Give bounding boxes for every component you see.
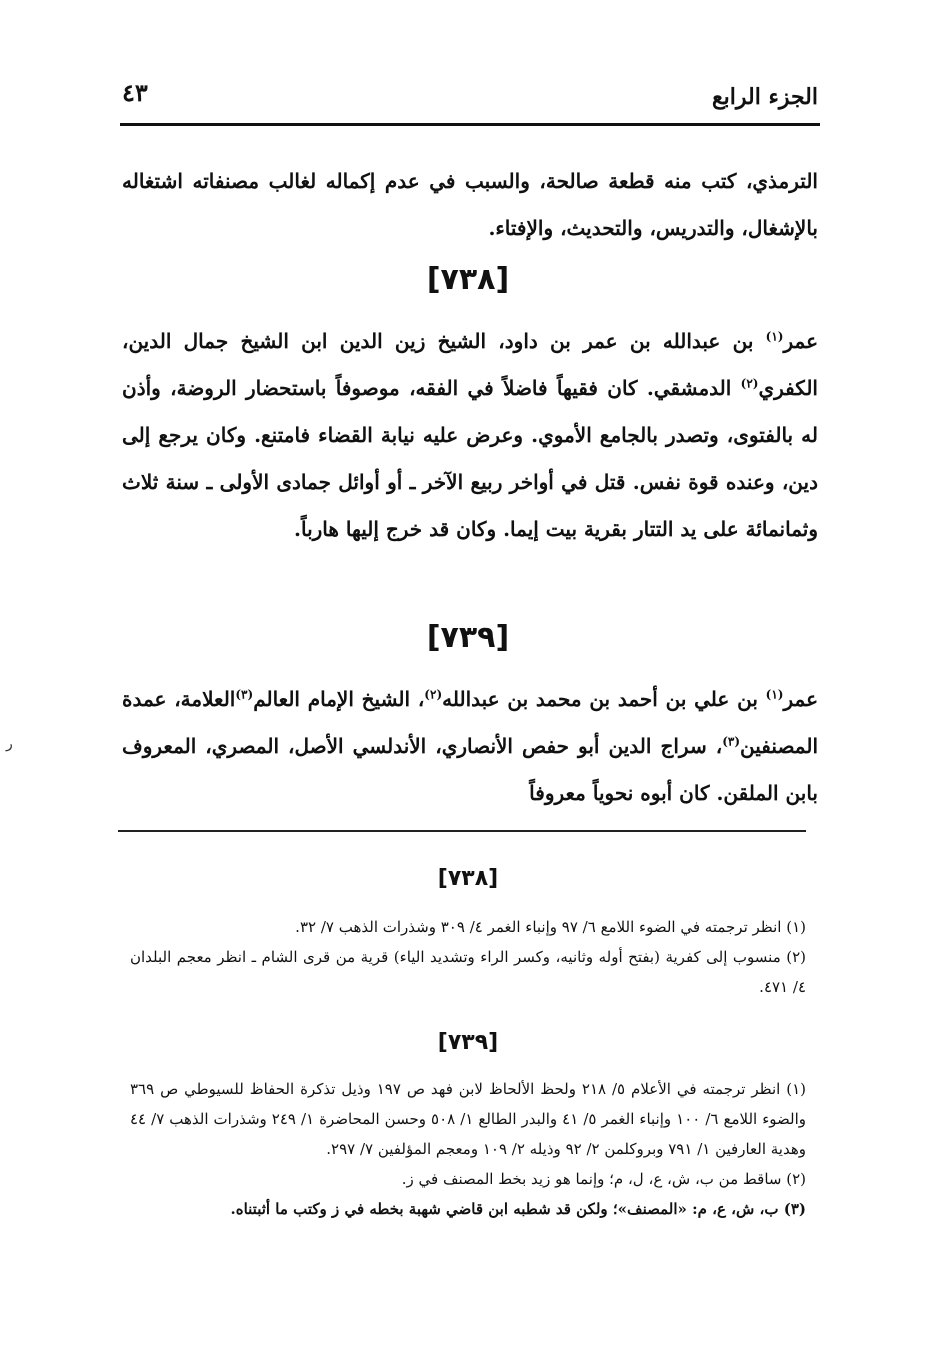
footnote-separator bbox=[118, 830, 806, 832]
footnote-ref-2: (٢) bbox=[740, 376, 759, 391]
entry-738-text-1: عمر bbox=[783, 329, 819, 353]
footnote-ref-1: (١) bbox=[765, 329, 784, 344]
entry-739-text-1: عمر bbox=[783, 687, 819, 711]
footnotes-738 bbox=[130, 912, 806, 1002]
footnote-ref-3: (٣) bbox=[235, 687, 254, 702]
footnote-item: (١) انظر ترجمته في الأعلام ٥/ ٢١٨ ولحظ الألحاظ لابن فهد ص ١٩٧ وذيل تذكرة الحفاظ للسيوطي ص ٣٦٩ والضوء اللامع ٦/ ١٠٠ وإنباء الغمر ٥/ ٤١ والبدر الطالع ١/ ٥٠٨ وحسن المحاضرة ١/ ٢٤٩ وشذرات الذهب ٧/ ٤٤ وهدية العارفين ١/ ٧٩١ وبروكلمن ٢/ ٩٢ وذيله ٢/ ١٠٩ ومعجم المؤلفين ٧/ ٢٩٧. bbox=[130, 1080, 806, 1158]
entry-739-text-5: ، سراج الدين أبو حفص الأنصاري، الأندلسي الأصل، المصري، المعروف بابن الملقن. كان أبوه نحوياً معروفاً bbox=[122, 734, 818, 805]
header-rule bbox=[120, 123, 820, 126]
entry-738-paragraph bbox=[122, 318, 818, 553]
entry-739-text-2: بن علي بن أحمد بن محمد بن عبدالله bbox=[442, 687, 766, 711]
entry-738-text-2: بن عبدالله بن عمر بن داود، الشيخ زين الدين ابن الشيخ جمال الدين، الكفري bbox=[122, 329, 818, 400]
footnote-item: (١) انظر ترجمته في الضوء اللامع ٦/ ٩٧ وإنباء الغمر ٤/ ٣٠٩ وشذرات الذهب ٧/ ٣٢. bbox=[295, 918, 806, 936]
continuation-paragraph: الترمذي، كتب منه قطعة صالحة، والسبب في عدم إكماله لغالب مصنفاته اشتغاله بالإشغال، والتدريس، والتحديث، والإفتاء. bbox=[122, 169, 818, 240]
footnote-heading-738: [٧٣٨] bbox=[437, 866, 499, 891]
entry-number-738: [٧٣٨] bbox=[426, 262, 510, 297]
entry-739-text-4: العلامة، عمدة المصنفين bbox=[122, 687, 818, 758]
running-header-title: الجزء الرابع bbox=[711, 84, 818, 110]
footnotes-739 bbox=[130, 1074, 806, 1224]
footnote-item: (٣) ب، ش، ع، م: «المصنف»؛ ولكن قد شطبه ابن قاضي شهبة بخطه في ز وكتب ما أثبتناه. bbox=[230, 1200, 806, 1218]
entry-739-paragraph bbox=[122, 676, 818, 817]
footnote-item: (٢) منسوب إلى كفرية (بفتح أوله وثانيه، وكسر الراء وتشديد الياء) قرية من قرى الشام ـ انظر معجم البلدان ٤/ ٤٧١. bbox=[130, 948, 806, 996]
footnote-ref-2: (٢) bbox=[424, 687, 443, 702]
footnote-item: (٢) ساقط من ب، ش، ع، ل، م؛ وإنما هو زيد بخط المصنف في ز. bbox=[401, 1170, 806, 1188]
page-number: ٤٣ bbox=[122, 78, 148, 107]
entry-739-text-3: ، الشيخ الإمام العالم bbox=[253, 687, 425, 711]
entry-number-739: [٧٣٩] bbox=[426, 620, 510, 655]
footnote-ref-1: (١) bbox=[765, 687, 784, 702]
footnote-ref-3b: (٣) bbox=[722, 734, 741, 749]
entry-738-text-3: الدمشقي. كان فقيهاً فاضلاً في الفقه، موصوفاً باستحضار الروضة، وأذن له بالفتوى، وتصدر بالجامع الأموي. وعرض عليه نيابة القضاء فامتنع. وكان يرجع إلى دين، وعنده قوة نفس. قتل في أواخر ربيع الآخر ـ أو أوائل جمادى الأولى ـ سنة ثلاث وثمانمائة على يد التتار بقرية بيت إيما. وكان قد خرج إليها هارباً. bbox=[122, 376, 818, 541]
footnote-heading-739: [٧٣٩] bbox=[437, 1030, 499, 1055]
margin-mark: ر bbox=[6, 736, 13, 752]
